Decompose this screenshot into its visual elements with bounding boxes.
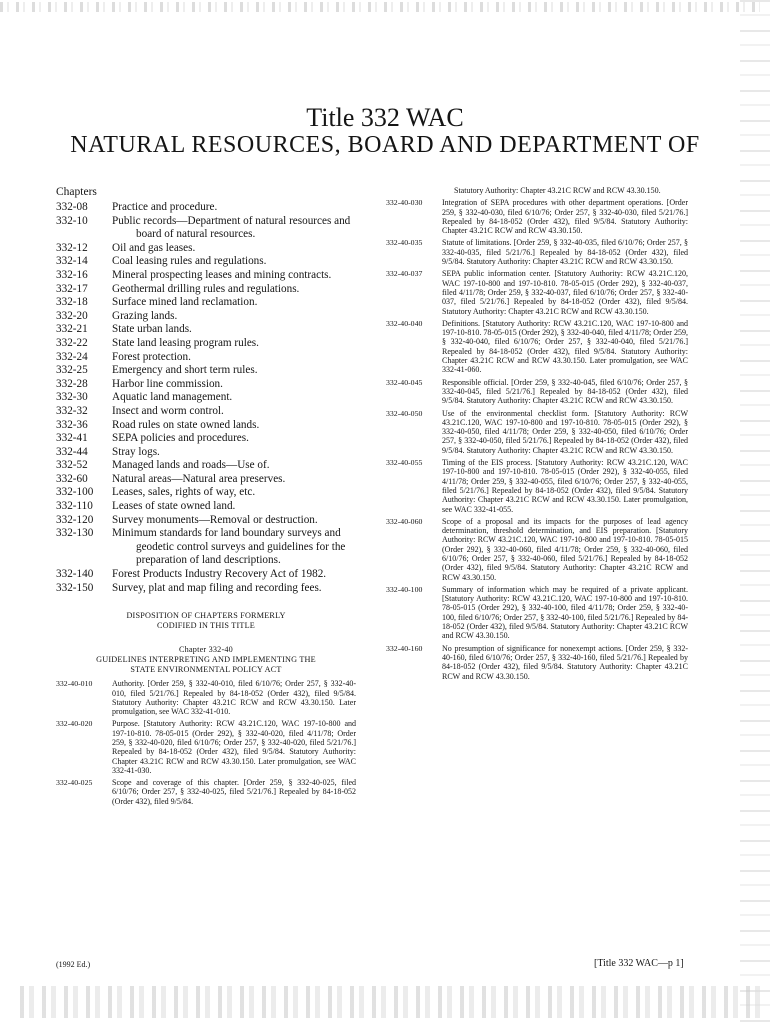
right-column <box>386 186 688 681</box>
chapter-number: 332-36 <box>56 418 88 431</box>
section-number: 332-40-040 <box>386 318 423 328</box>
chapter-name: Road rules on state owned lands. <box>112 418 260 431</box>
chapter-name: Coal leasing rules and regulations. <box>112 255 267 268</box>
chapter-name: Survey, plat and map filing and recording fees. <box>112 581 322 594</box>
disposition-chapter-title-line2: STATE ENVIRONMENTAL POLICY ACT <box>130 665 282 675</box>
chapter-row <box>56 296 356 310</box>
chapter-number: 332-100 <box>56 486 94 499</box>
chapter-row <box>56 432 356 446</box>
chapter-row <box>56 269 356 283</box>
chapter-row <box>56 215 356 242</box>
section-entry <box>56 679 356 716</box>
chapter-row <box>56 323 356 337</box>
page-subtitle: NATURAL RESOURCES, BOARD AND DEPARTMENT OF <box>70 132 700 158</box>
chapter-name: Harbor line commission. <box>112 377 223 390</box>
chapter-number: 332-110 <box>56 500 93 513</box>
chapters-heading: Chapters <box>56 186 97 198</box>
section-number: 332-40-045 <box>386 377 423 387</box>
section-text: Summary of information which may be required of a private applicant. [Statutory Authority: RCW 43.21C.120, WAC 197-10-800 and 197-10-810. 78-05-015 (Order 292), § 332-40-100, filed 4/11/78; Order 259, § 332-40-100, filed 6/10/76; Order 257, § 332-40-100, filed 5/21/76.] Repealed by 84-18-052 (Order 432), filed 9/5/84. Statutory Authority: Chapter 43.21C RCW and RCW 43.30.150. <box>442 584 688 641</box>
section-number: 332-40-020 <box>56 719 93 729</box>
section-number: 332-40-010 <box>56 679 93 689</box>
disposition-heading-line2: CODIFIED IN THIS TITLE <box>156 621 256 631</box>
chapter-name: SEPA policies and procedures. <box>112 432 249 445</box>
chapter-row <box>56 568 356 582</box>
chapter-number: 332-17 <box>56 282 88 295</box>
section-number: 332-40-060 <box>386 516 423 526</box>
chapter-name: Leases, sales, rights of way, etc. <box>112 486 256 499</box>
chapter-name: State land leasing program rules. <box>112 336 259 349</box>
chapter-name: Managed lands and roads—Use of. <box>112 459 270 472</box>
section-number: 332-40-055 <box>386 458 423 468</box>
chapter-number: 332-130 <box>56 527 94 540</box>
chapter-number: 332-150 <box>56 581 94 594</box>
section-entry <box>386 238 688 266</box>
chapter-row <box>56 500 356 514</box>
disposition-block <box>56 611 356 675</box>
chapter-name: Survey monuments—Removal or destruction. <box>112 513 318 526</box>
chapter-row <box>56 514 356 528</box>
section-number: 332-40-050 <box>386 408 423 418</box>
chapter-name: Aquatic land management. <box>112 391 233 404</box>
chapter-number: 332-44 <box>56 445 88 458</box>
chapter-name: Natural areas—Natural area preserves. <box>112 472 286 485</box>
chapter-row <box>56 378 356 392</box>
chapter-number: 332-08 <box>56 201 88 213</box>
chapter-name: Stray logs. <box>112 445 160 458</box>
section-number: 332-40-025 <box>56 778 93 788</box>
chapter-number: 332-12 <box>56 241 88 254</box>
chapter-number: 332-41 <box>56 432 88 445</box>
chapter-number: 332-52 <box>56 459 88 472</box>
chapter-number: 332-14 <box>56 255 88 268</box>
section-entry <box>56 778 356 806</box>
section-number: 332-40-037 <box>386 269 423 279</box>
left-section-list <box>56 679 356 806</box>
chapter-name: Public records—Department of natural resources and board of natural resources. <box>112 214 351 241</box>
chapter-number: 332-60 <box>56 472 88 485</box>
chapter-list <box>56 201 356 595</box>
chapter-row <box>56 201 356 215</box>
chapter-number: 332-18 <box>56 296 88 309</box>
scan-noise-top <box>0 2 760 12</box>
chapter-name: State urban lands. <box>112 323 192 336</box>
section-text: Scope and coverage of this chapter. [Order 259, § 332-40-025, filed 6/10/76; Order 257, § 332-40-025, filed 5/21/76.] Repealed by 84-18-052 (Order 432), filed 9/5/84. <box>112 778 356 806</box>
chapter-row <box>56 459 356 473</box>
chapter-row <box>56 242 356 256</box>
section-entry <box>386 409 688 455</box>
section-text: Scope of a proposal and its impacts for the purposes of lead agency determination, threshold determination, and EIS preparation. [Statutory Authority: RCW 43.21C.120, WAC 197-10-800 and 197-10-810. 78-05-015 (Order 292), § 332-40-060, filed 4/11/78; Order 259, § 332-40-060, filed 6/10/76; Order 257, § 332-40-060, filed 5/21/76.] Repealed by 84-18-052 (Order 432), filed 9/5/84. Statutory Authority: Chapter 43.21C RCW and RCW 43.30.150. <box>442 516 688 582</box>
chapter-row <box>56 486 356 500</box>
chapter-row <box>56 310 356 324</box>
chapter-row <box>56 473 356 487</box>
chapter-name: Minimum standards for land boundary surveys and geodetic control surveys and guidelines for the preparation of land descriptions. <box>112 527 346 567</box>
chapter-number: 332-10 <box>56 214 88 227</box>
chapter-number: 332-140 <box>56 568 94 581</box>
chapter-name: Practice and procedure. <box>112 201 218 213</box>
section-entry <box>56 719 356 775</box>
chapter-number: 332-30 <box>56 391 88 404</box>
section-text: Responsible official. [Order 259, § 332-40-045, filed 6/10/76; Order 257, § 332-40-045, filed 5/21/76.] Repealed by 84-18-052 (Order 432), filed 9/5/84. Statutory Authority: Chapter 43.21C RCW and RCW 43.30.150. <box>442 377 688 406</box>
chapter-name: Leases of state owned land. <box>112 500 236 513</box>
right-column-continuation: Statutory Authority: Chapter 43.21C RCW and RCW 43.30.150. <box>454 186 661 195</box>
chapter-number: 332-28 <box>56 377 88 390</box>
section-text: Statute of limitations. [Order 259, § 332-40-035, filed 6/10/76; Order 257, § 332-40-035, filed 5/21/76.] Repealed by 84-18-052 (Order 432), filed 9/5/84. Statutory Authority: Chapter 43.21C RCW and RCW 43.30.150. <box>442 238 688 267</box>
chapter-row <box>56 405 356 419</box>
section-entry <box>386 517 688 582</box>
chapter-name: Grazing lands. <box>112 309 178 322</box>
footer-page-ref: [Title 332 WAC—p 1] <box>594 958 684 969</box>
section-number: 332-40-160 <box>386 643 423 653</box>
section-text: Purpose. [Statutory Authority: RCW 43.21C.120, WAC 197-10-800 and 197-10-810. 78-05-015 (Order 292), § 332-40-020, filed 4/11/78; Order 259, § 332-40-020, filed 6/10/76; Order 257, § 332-40-020, filed 5/21/76.] Repealed by 84-18-052 (Order 432), filed 9/5/84. Statutory Authority: Chapter 43.21C RCW and RCW 43.30.150. Later promulgation, see WAC 332-41-030. <box>112 719 356 775</box>
section-entry <box>386 644 688 681</box>
section-entry <box>386 585 688 641</box>
section-text: SEPA public information center. [Statutory Authority: RCW 43.21C.120, WAC 197-10-800 and 197-10-810. 78-05-015 (Order 292), § 332-40-037, filed 4/11/78; Order 259, § 332-40-037, filed 6/10/76; Order 257, § 332-40-037, filed 5/21/76.] Repealed by 84-18-052 (Order 432), filed 9/5/84. Statutory Authority: Chapter 43.21C RCW and RCW 43.30.150. <box>442 269 688 316</box>
chapter-number: 332-21 <box>56 323 88 336</box>
scan-noise-bottom <box>20 986 760 1018</box>
chapter-number: 332-32 <box>56 404 88 417</box>
chapter-row <box>56 351 356 365</box>
section-text: Definitions. [Statutory Authority: RCW 43.21C.120, WAC 197-10-800 and 197-10-810. 78-05-015 (Order 292), § 332-40-040, filed 4/11/78; Order 259, § 332-40-040, filed 6/10/76; Order 257, § 332-40-040, filed 5/21/76.] Repealed by 84-18-052 (Order 432), filed 9/5/84. Statutory Authority: Chapter 43.21C RCW and RCW 43.30.150. Later promulgation, see WAC 332-41-060. <box>442 318 688 375</box>
chapter-row <box>56 527 356 568</box>
section-entry <box>386 269 688 315</box>
chapter-row <box>56 364 356 378</box>
disposition-heading-line1: DISPOSITION OF CHAPTERS FORMERLY <box>126 611 286 621</box>
disposition-chapter-line: Chapter 332-40 <box>179 645 233 655</box>
chapter-name: Geothermal drilling rules and regulations. <box>112 282 300 295</box>
chapter-row <box>56 582 356 596</box>
chapter-name: Mineral prospecting leases and mining contracts. <box>112 268 332 281</box>
chapter-number: 332-20 <box>56 309 88 322</box>
footer-edition: (1992 Ed.) <box>56 960 91 969</box>
section-entry <box>386 378 688 406</box>
section-number: 332-40-100 <box>386 584 423 594</box>
chapter-name: Forest protection. <box>112 350 191 363</box>
section-number: 332-40-035 <box>386 238 423 248</box>
chapter-number: 332-24 <box>56 350 88 363</box>
section-entry <box>386 198 688 235</box>
chapter-name: Oil and gas leases. <box>112 241 196 254</box>
chapter-name: Forest Products Industry Recovery Act of 1982. <box>112 568 327 581</box>
chapter-number: 332-16 <box>56 268 88 281</box>
chapter-row <box>56 283 356 297</box>
chapter-row <box>56 337 356 351</box>
section-text: Timing of the EIS process. [Statutory Authority: RCW 43.21C.120, WAC 197-10-800 and 197-10-810. 78-05-015 (Order 292), § 332-40-055, filed 4/11/78; Order 259, § 332-40-055, filed 6/10/76; Order 257, § 332-40-055, filed 5/21/76.] Repealed by 84-18-052 (Order 432), filed 9/5/84. Statutory Authority: Chapter 43.21C RCW and RCW 43.30.150. Later promulgation, see WAC 332-41-055. <box>442 458 688 514</box>
chapter-row <box>56 391 356 405</box>
chapter-name: Emergency and short term rules. <box>112 364 258 377</box>
section-number: 332-40-030 <box>386 198 423 208</box>
page-title: Title 332 WAC <box>306 103 464 132</box>
chapter-name: Insect and worm control. <box>112 404 224 417</box>
chapter-row <box>56 255 356 269</box>
right-section-list <box>386 198 688 681</box>
chapter-number: 332-25 <box>56 364 88 377</box>
section-entry <box>386 319 688 375</box>
left-column <box>56 186 356 806</box>
section-entry <box>386 458 688 514</box>
chapter-name: Surface mined land reclamation. <box>112 296 258 309</box>
disposition-chapter-title-line1: GUIDELINES INTERPRETING AND IMPLEMENTING THE <box>96 655 316 665</box>
section-text: Integration of SEPA procedures with other department operations. [Order 259, § 332-40-030, filed 6/10/76; Order 257, § 332-40-030, filed 5/21/76.] Repealed by 84-18-052 (Order 432), filed 9/5/84. Statutory Authority: Chapter 43.21C RCW and RCW 43.30.150. <box>442 198 688 236</box>
section-text: No presumption of significance for nonexempt actions. [Order 259, § 332-40-160, filed 6/10/76; Order 257, § 332-40-160, filed 5/21/76.] Repealed by 84-18-052 (Order 432), filed 9/5/84. Statutory Authority: Chapter 43.21C RCW and RCW 43.30.150. <box>442 643 688 681</box>
chapter-row <box>56 419 356 433</box>
section-text: Authority. [Order 259, § 332-40-010, filed 6/10/76; Order 257, § 332-40-010, filed 5/21/76.] Repealed by 84-18-052 (Order 432), filed 9/5/84. Statutory Authority: Chapter 43.21C RCW and RCW 43.30.150. Later promulgation, see WAC 332-41-010. <box>112 679 356 717</box>
chapter-number: 332-120 <box>56 513 94 526</box>
section-text: Use of the environmental checklist form. [Statutory Authority: RCW 43.21C.120, WAC 197-10-800 and 197-10-810. 78-05-015 (Order 292), § 332-40-050, filed 4/11/78; Order 259, § 332-40-050, filed 6/10/76; Order 257, § 332-40-050, filed 5/21/76.] Repealed by 84-18-052 (Order 432), filed 9/5/84. Statutory Authority: Chapter 43.21C RCW and RCW 43.30.150. <box>442 408 688 455</box>
chapter-number: 332-22 <box>56 336 88 349</box>
chapter-row <box>56 446 356 460</box>
